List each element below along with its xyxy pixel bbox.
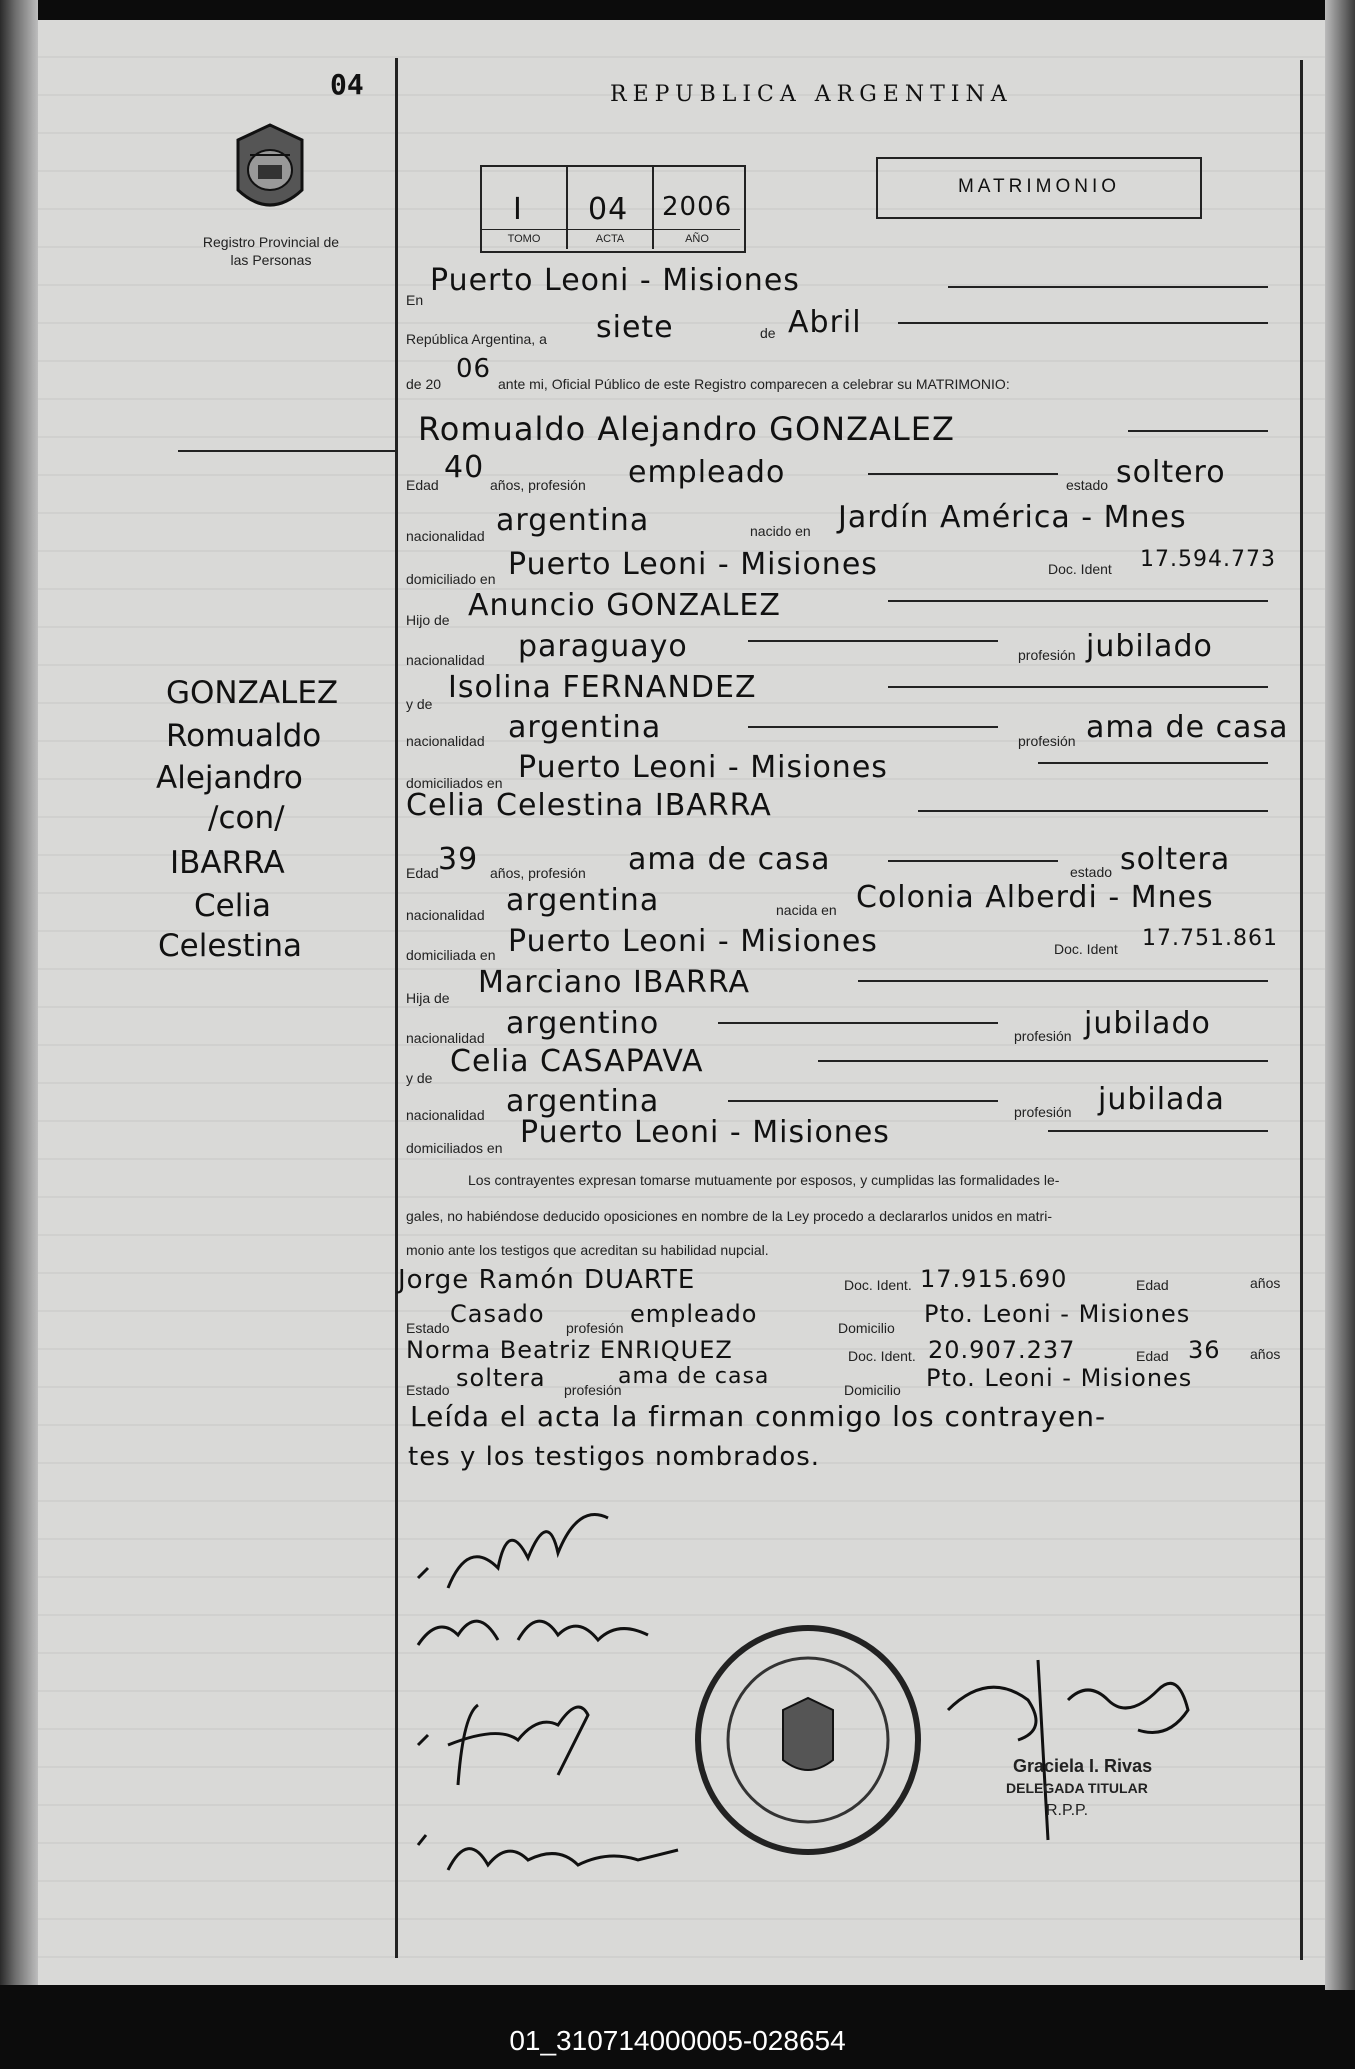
margin-con: /con/ (208, 800, 285, 836)
groom-mother-nat: argentina (508, 710, 662, 745)
label-y-de: y de (406, 696, 433, 712)
bride-status: soltera (1120, 842, 1231, 877)
margin-bride-surname: IBARRA (170, 845, 285, 881)
label-edad: Edad (406, 477, 439, 493)
label-nacionalidad: nacionalidad (406, 1107, 485, 1123)
bride-mother-nat: argentina (506, 1084, 660, 1119)
witness2-age: 36 (1188, 1336, 1221, 1364)
witness1-name: Jorge Ramón DUARTE (398, 1265, 696, 1295)
label-anos: años (1250, 1275, 1281, 1291)
line (748, 726, 998, 728)
bride-mother: Celia CASAPAVA (450, 1044, 704, 1079)
groom-status: soltero (1116, 455, 1226, 490)
label-republica: República Argentina, a (406, 331, 547, 347)
legal-text-line2: gales, no habiéndose deducido oposiciones en nombre de la Ley procedo a declararlos unidos en matri- (406, 1208, 1052, 1224)
label-domiciliados-en: domiciliados en (406, 775, 503, 791)
label-nacida-en: nacida en (776, 902, 837, 918)
line (818, 1060, 1268, 1062)
bride-father-prof: jubilado (1084, 1006, 1211, 1041)
right-border (1300, 60, 1303, 1960)
groom-doc: 17.594.773 (1140, 547, 1276, 572)
witness1-status: Casado (450, 1300, 545, 1328)
label-edad: Edad (1136, 1277, 1169, 1293)
label-estado: Estado (406, 1382, 450, 1398)
act-month: Abril (788, 305, 862, 340)
signature-groom (408, 1498, 638, 1608)
registry-seal-icon (683, 1620, 933, 1860)
label-nacionalidad: nacionalidad (406, 733, 485, 749)
witness2-status: soltera (456, 1364, 546, 1392)
groom-age: 40 (444, 450, 485, 485)
bride-father: Marciano IBARRA (478, 965, 751, 1000)
book-edge (1325, 0, 1355, 1990)
bride-name: Celia Celestina IBARRA (406, 788, 772, 823)
anio-label: AÑO (685, 233, 709, 245)
line (868, 473, 1058, 475)
signature-witness2 (408, 1820, 688, 1890)
label-doc-ident: Doc. Ident. (848, 1348, 916, 1364)
label-en: En (406, 292, 424, 308)
label-estado: Estado (406, 1320, 450, 1336)
groom-father-nat: paraguayo (518, 629, 688, 664)
label-de-20: de 20 (406, 376, 442, 392)
groom-mother: Isolina FERNANDEZ (448, 670, 757, 705)
left-column-rule (178, 450, 395, 452)
groom-birthplace: Jardín América - Mnes (838, 500, 1187, 535)
bride-age: 39 (438, 842, 479, 877)
label-domicilio: Domicilio (844, 1382, 901, 1398)
act-place: Puerto Leoni - Misiones (430, 263, 800, 298)
witness2-profession: ama de casa (618, 1364, 770, 1389)
groom-parents-address: Puerto Leoni - Misiones (518, 750, 888, 785)
line (748, 640, 998, 642)
tomo-value: I (513, 192, 523, 227)
witness1-address: Pto. Leoni - Misiones (924, 1300, 1191, 1328)
bride-mother-prof: jubilada (1098, 1082, 1225, 1117)
label-profesion: profesión (564, 1382, 622, 1398)
anio-value: 2006 (662, 192, 733, 222)
label-nacionalidad: nacionalidad (406, 528, 485, 544)
witness1-profession: empleado (630, 1300, 758, 1328)
bride-doc: 17.751.861 (1142, 926, 1278, 951)
label-anos-profesion: años, profesión (490, 865, 586, 881)
label-domiciliado-en: domiciliado en (406, 571, 496, 587)
margin-bride-second: Celestina (158, 928, 302, 964)
line (858, 980, 1268, 982)
witness2-name: Norma Beatriz ENRIQUEZ (406, 1336, 733, 1364)
margin-groom-first: Romualdo (166, 718, 322, 754)
label-edad: Edad (1136, 1348, 1169, 1364)
official-org: R.P.P. (1046, 1802, 1089, 1819)
label-y-de: y de (406, 1070, 433, 1086)
label-anos: años (1250, 1346, 1281, 1362)
margin-groom-surname: GONZALEZ (166, 675, 339, 711)
line (728, 1100, 998, 1102)
groom-nationality: argentina (496, 503, 650, 538)
signature-bride (408, 1595, 668, 1665)
line (888, 860, 1058, 862)
label-hijo-de: Hijo de (406, 612, 450, 628)
book-spine (0, 0, 38, 1985)
label-domiciliada-en: domiciliada en (406, 947, 496, 963)
bride-address: Puerto Leoni - Misiones (508, 924, 878, 959)
bride-profession: ama de casa (628, 842, 831, 877)
bride-nationality: argentina (506, 883, 660, 918)
label-profesion: profesión (1014, 1104, 1072, 1120)
label-estado: estado (1070, 864, 1113, 880)
bride-father-nat: argentino (506, 1006, 660, 1041)
page-number: 04 (330, 68, 364, 101)
line (888, 600, 1268, 602)
groom-mother-prof: ama de casa (1086, 710, 1289, 745)
document-id: 01_310714000005-028654 (509, 2025, 846, 2056)
label-domicilio: Domicilio (838, 1320, 895, 1336)
line (718, 1022, 998, 1024)
acta-label: ACTA (595, 233, 625, 245)
legal-text-line3: monio ante los testigos que acreditan su habilidad nupcial. (406, 1242, 769, 1258)
label-profesion: profesión (1014, 1028, 1072, 1044)
line (918, 810, 1268, 812)
country-title: REPUBLICA ARGENTINA (610, 82, 1013, 107)
label-ante-mi: ante mi, Oficial Público de este Registro comparecen a celebrar su MATRIMONIO: (498, 376, 1010, 392)
label-estado: estado (1066, 477, 1109, 493)
label-edad: Edad (406, 865, 439, 881)
registry-name: Registro Provincial de las Personas (202, 234, 340, 268)
margin-bride-first: Celia (194, 888, 271, 924)
box-underline (482, 229, 740, 230)
line (948, 286, 1268, 288)
label-profesion: profesión (1018, 647, 1076, 663)
tomo-label: TOMO (507, 233, 541, 245)
left-column-divider (395, 58, 398, 1958)
label-profesion: profesión (566, 1320, 624, 1336)
act-year: 06 (456, 354, 492, 384)
label-doc-ident: Doc. Ident (1054, 941, 1118, 957)
witness1-doc: 17.915.690 (920, 1265, 1068, 1293)
label-profesion: profesión (1018, 733, 1076, 749)
label-hija-de: Hija de (406, 990, 450, 1006)
official-title: DELEGADA TITULAR (1006, 1780, 1148, 1796)
official-signature (928, 1650, 1228, 1850)
label-anos-profesion: años, profesión (490, 477, 586, 493)
label-domiciliados-en: domiciliados en (406, 1140, 503, 1156)
signature-witness1 (408, 1685, 608, 1795)
line (888, 686, 1268, 688)
label-nacionalidad: nacionalidad (406, 652, 485, 668)
document-page (38, 20, 1338, 1985)
line (1128, 430, 1268, 432)
bride-parents-address: Puerto Leoni - Misiones (520, 1115, 890, 1150)
bride-birthplace: Colonia Alberdi - Mnes (856, 880, 1214, 915)
label-nacionalidad: nacionalidad (406, 1030, 485, 1046)
provincial-crest-icon (228, 120, 312, 220)
groom-address: Puerto Leoni - Misiones (508, 547, 878, 582)
groom-name: Romualdo Alejandro GONZALEZ (418, 410, 955, 448)
act-day: siete (596, 310, 674, 345)
line (1038, 762, 1268, 764)
official-name: Graciela I. Rivas (1013, 1756, 1153, 1776)
witness2-doc: 20.907.237 (928, 1336, 1076, 1364)
groom-profession: empleado (628, 455, 786, 490)
acta-value: 04 (588, 192, 629, 227)
act-type: MATRIMONIO (957, 176, 1121, 197)
legal-text-line1: Los contrayentes expresan tomarse mutuamente por esposos, y cumplidas las formalidades le- (468, 1172, 1060, 1188)
label-doc-ident: Doc. Ident. (844, 1277, 912, 1293)
label-nacionalidad: nacionalidad (406, 907, 485, 923)
line (1048, 1130, 1268, 1132)
closing-line2: tes y los testigos nombrados. (408, 1442, 821, 1472)
closing-line1: Leída el acta la firman conmigo los contrayen- (410, 1400, 1107, 1433)
groom-father-prof: jubilado (1086, 629, 1213, 664)
line (898, 322, 1268, 324)
label-de-month: de (760, 325, 776, 341)
margin-groom-second: Alejandro (156, 760, 303, 796)
witness2-address: Pto. Leoni - Misiones (926, 1364, 1193, 1392)
groom-father: Anuncio GONZALEZ (468, 588, 781, 623)
label-doc-ident: Doc. Ident (1048, 561, 1112, 577)
label-nacido-en: nacido en (750, 523, 811, 539)
